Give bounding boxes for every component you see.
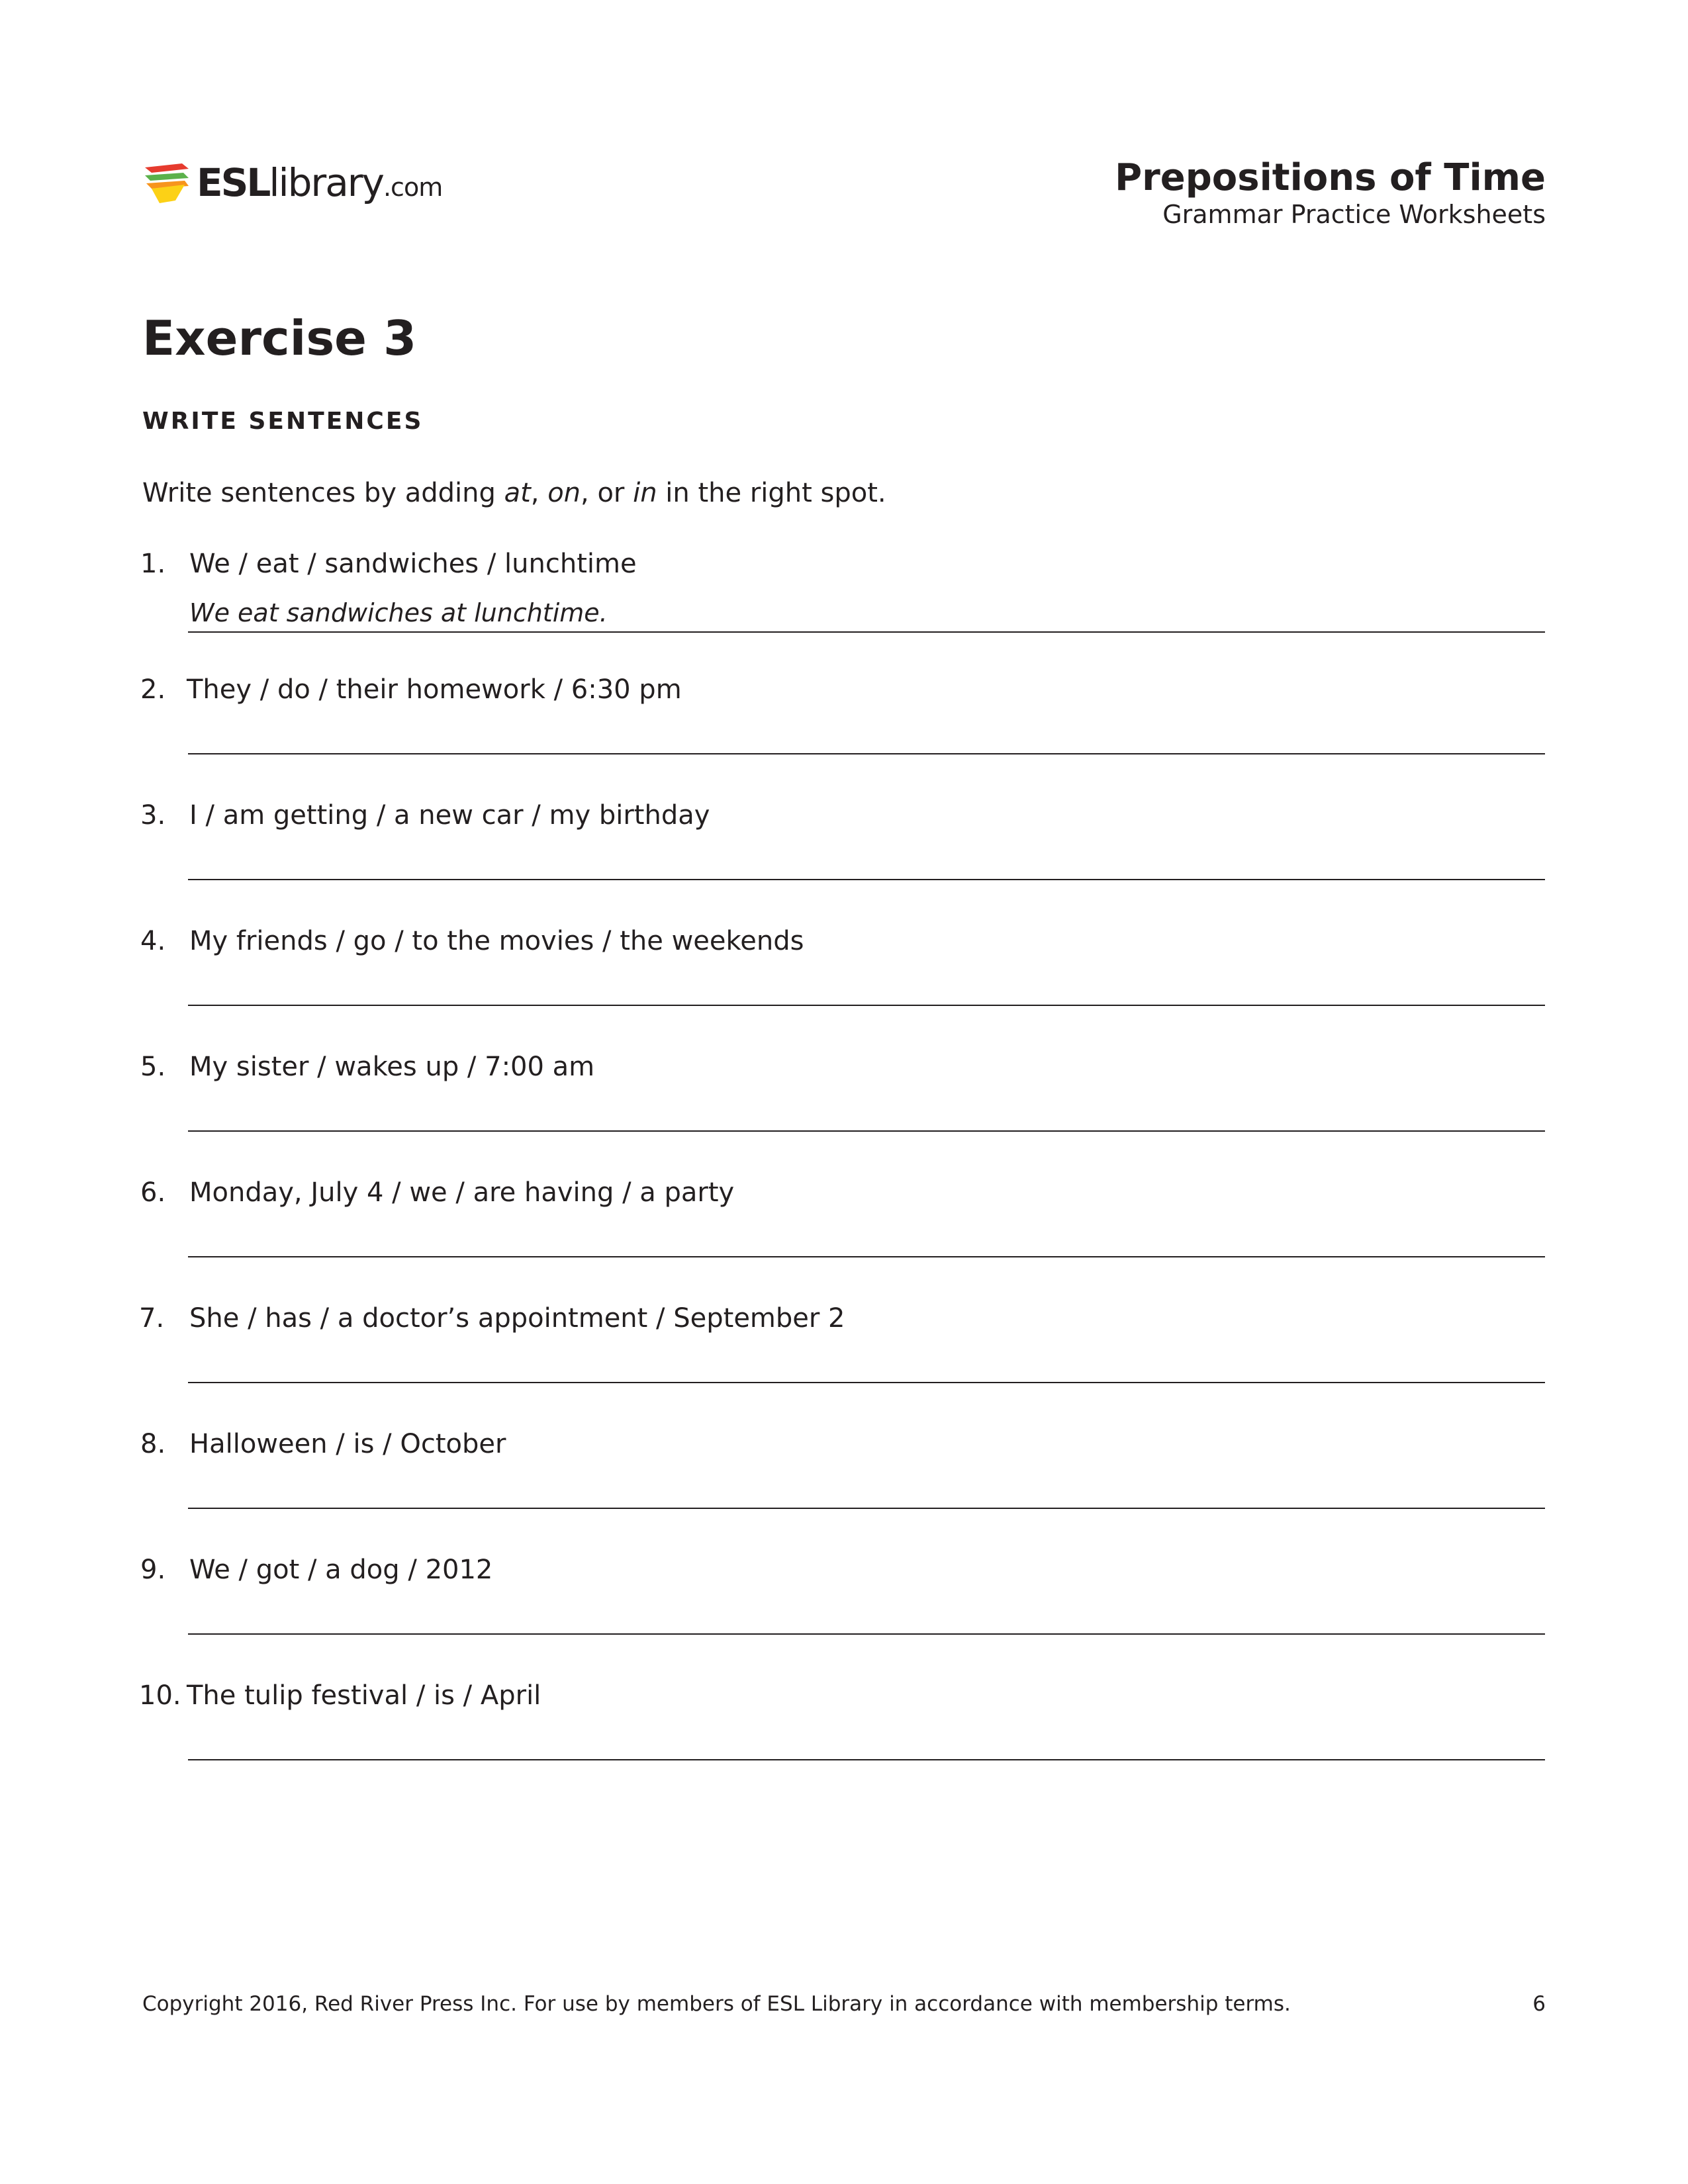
item-prompt: My friends / go / to the movies / the weekends: [189, 926, 804, 956]
item-prompt: She / has / a doctor’s appointment / September 2: [189, 1303, 845, 1334]
answer-line[interactable]: [188, 753, 1545, 754]
item-number: 7.: [139, 1303, 165, 1334]
book-stack-icon: [142, 158, 191, 207]
instructions-sep-1: ,: [530, 478, 548, 508]
exercise-title: Exercise 3: [142, 310, 417, 366]
item-prompt: I / am getting / a new car / my birthday: [189, 800, 710, 831]
answer-line[interactable]: [188, 1759, 1545, 1760]
answer-line[interactable]: [188, 1005, 1545, 1006]
logo-brand-bold: ESL: [197, 160, 269, 205]
logo-brand-suffix: .com: [383, 173, 443, 202]
item-number: 5.: [140, 1052, 166, 1082]
item-prompt: Halloween / is / October: [189, 1429, 506, 1459]
exercise-item-2: [0, 674, 1688, 799]
item-prompt: They / do / their homework / 6:30 pm: [187, 674, 682, 705]
esl-library-logo: [142, 156, 442, 209]
instructions-word-at: at: [504, 478, 531, 508]
item-number: 10.: [139, 1680, 181, 1711]
exercise-item-6: [0, 1177, 1688, 1302]
item-number: 3.: [140, 800, 166, 831]
instructions-sep-2: , or: [581, 478, 633, 508]
instructions: [142, 478, 886, 508]
instructions-before: Write sentences by adding: [142, 478, 504, 508]
item-prompt: We / eat / sandwiches / lunchtime: [189, 549, 637, 579]
item-prompt: We / got / a dog / 2012: [189, 1555, 493, 1585]
page-number: 6: [1532, 1992, 1546, 2016]
item-number: 6.: [140, 1177, 166, 1208]
item-prompt: The tulip festival / is / April: [187, 1680, 541, 1711]
logo-brand-regular: library: [269, 160, 383, 205]
exercise-item-1: [0, 548, 1688, 674]
item-number: 9.: [140, 1555, 166, 1585]
logo-wordmark: [197, 160, 443, 205]
answer-line[interactable]: [188, 631, 1545, 633]
item-number: 1.: [140, 549, 166, 579]
instructions-word-in: in: [633, 478, 657, 508]
section-label: WRITE SENTENCES: [142, 408, 424, 435]
item-number: 4.: [140, 926, 166, 956]
answer-line[interactable]: [188, 1633, 1545, 1635]
exercise-item-5: [0, 1051, 1688, 1177]
worksheet-subtitle: Grammar Practice Worksheets: [1162, 199, 1546, 229]
answer-line[interactable]: [188, 1256, 1545, 1257]
item-number: 2.: [140, 674, 166, 705]
exercise-item-8: [0, 1428, 1688, 1554]
exercise-item-7: [0, 1302, 1688, 1428]
exercise-item-4: [0, 925, 1688, 1051]
exercise-item-10: [0, 1680, 1688, 1805]
answer-line[interactable]: [188, 1508, 1545, 1509]
item-prompt: My sister / wakes up / 7:00 am: [189, 1052, 595, 1082]
answer-line[interactable]: [188, 1130, 1545, 1132]
instructions-word-on: on: [547, 478, 581, 508]
exercise-item-9: [0, 1554, 1688, 1680]
instructions-after: in the right spot.: [657, 478, 886, 508]
worksheet-header: [1115, 158, 1546, 231]
worksheet-title: Prepositions of Time: [1115, 156, 1546, 199]
example-answer: We eat sandwiches at lunchtime.: [189, 598, 608, 627]
item-prompt: Monday, July 4 / we / are having / a party: [189, 1177, 735, 1208]
copyright-notice: Copyright 2016, Red River Press Inc. For use by members of ESL Library in accordance with membership terms.: [142, 1992, 1291, 2016]
exercise-item-3: [0, 799, 1688, 925]
answer-line[interactable]: [188, 1382, 1545, 1383]
answer-line[interactable]: [188, 879, 1545, 880]
item-number: 8.: [140, 1429, 166, 1459]
